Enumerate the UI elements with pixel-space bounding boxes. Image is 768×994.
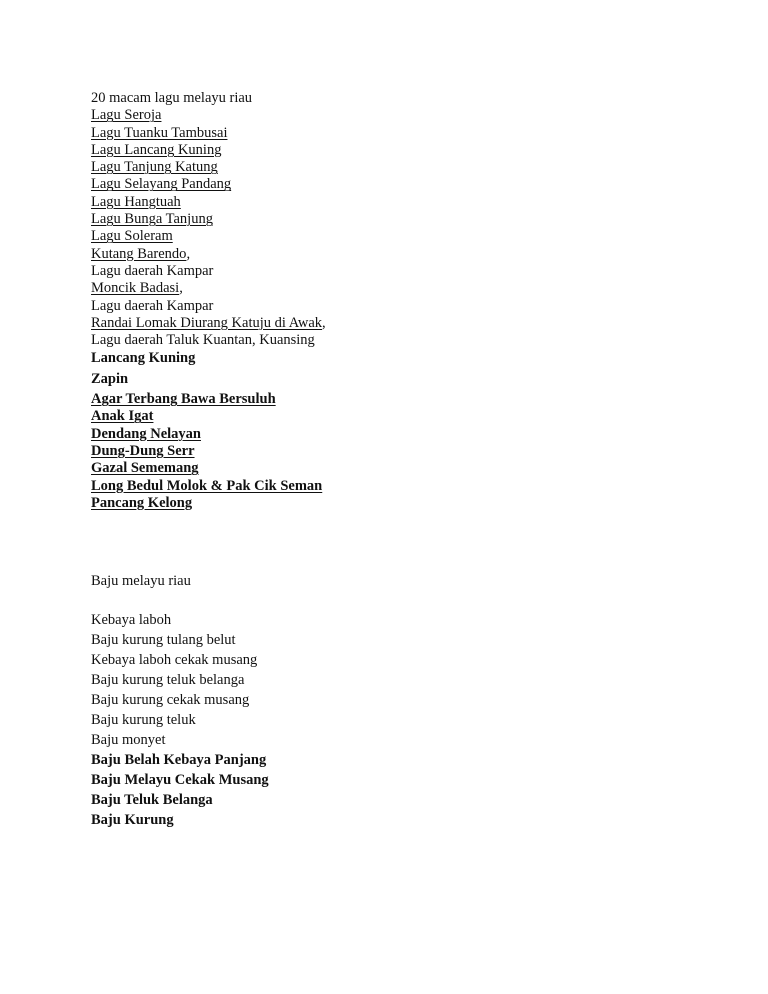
clothes-item: Baju monyet — [91, 732, 166, 748]
song-link[interactable]: Lagu Lancang Kuning — [91, 141, 222, 158]
song-link[interactable]: Lagu Bunga Tanjung — [91, 211, 213, 228]
songs-title: 20 macam lagu melayu riau — [91, 90, 253, 106]
song-suffix: , — [186, 245, 191, 262]
clothes-item: Kebaya laboh cekak musang — [91, 652, 258, 668]
clothes-item: Kebaya laboh — [91, 612, 172, 628]
bold-song-item: Zapin — [91, 370, 129, 387]
bold-song-list — [91, 350, 691, 512]
song-region: Lagu daerah Taluk Kuantan, Kuansing — [91, 332, 315, 349]
clothes-item-bold: Baju Teluk Belanga — [91, 792, 213, 808]
bold-song-item[interactable] — [91, 478, 691, 495]
bold-song-link[interactable]: Long Bedul Molok & Pak Cik Seman — [91, 477, 323, 494]
songs-section — [91, 90, 691, 512]
clothes-item: Baju kurung tulang belut — [91, 632, 236, 648]
bold-song-item[interactable] — [91, 460, 691, 477]
song-item[interactable] — [91, 125, 691, 142]
song-item[interactable] — [91, 280, 691, 297]
clothes-title: Baju melayu riau — [91, 573, 191, 589]
bold-song-link[interactable]: Anak Igat — [91, 408, 154, 425]
bold-song-link[interactable]: Dung-Dung Serr — [91, 442, 195, 459]
bold-song-item[interactable] — [91, 443, 691, 460]
song-item[interactable] — [91, 194, 691, 211]
song-link[interactable]: Lagu Tanjung Katung — [91, 159, 218, 176]
bold-song-link[interactable]: Gazal Sememang — [91, 460, 199, 477]
song-link[interactable]: Lagu Soleram — [91, 228, 173, 245]
song-item[interactable] — [91, 246, 691, 263]
song-item[interactable] — [91, 211, 691, 228]
song-item[interactable] — [91, 107, 691, 124]
clothes-item-bold: Baju Belah Kebaya Panjang — [91, 752, 267, 768]
bold-song-link[interactable]: Pancang Kelong — [91, 494, 193, 511]
clothes-item: Baju kurung teluk belanga — [91, 672, 245, 688]
song-region: Lagu daerah Kampar — [91, 262, 214, 279]
song-item[interactable] — [91, 315, 691, 332]
clothes-item-bold: Baju Kurung — [91, 812, 174, 828]
clothes-item: Baju kurung cekak musang — [91, 692, 250, 708]
song-region: Lagu daerah Kampar — [91, 297, 214, 314]
song-link[interactable]: Moncik Badasi — [91, 280, 180, 297]
clothes-item: Baju kurung teluk — [91, 712, 196, 728]
bold-song-item[interactable] — [91, 408, 691, 425]
song-link[interactable]: Lagu Tuanku Tambusai — [91, 124, 228, 141]
song-suffix: , — [179, 280, 183, 297]
bold-song-item[interactable] — [91, 391, 691, 408]
bold-song-link[interactable]: Agar Terbang Bawa Bersuluh — [91, 391, 276, 408]
song-link[interactable]: Lagu Hangtuah — [91, 193, 181, 210]
bold-song-link[interactable]: Dendang Nelayan — [91, 425, 201, 442]
song-item[interactable] — [91, 159, 691, 176]
song-link[interactable]: Randai Lomak Diurang Katuju di Awak — [91, 314, 323, 331]
song-item[interactable] — [91, 176, 691, 193]
clothes-section — [91, 571, 691, 830]
song-item[interactable] — [91, 228, 691, 245]
song-item[interactable] — [91, 142, 691, 159]
song-link[interactable]: Kutang Barendo — [91, 245, 187, 262]
bold-song-item[interactable] — [91, 426, 691, 443]
bold-song-item: Lancang Kuning — [91, 350, 196, 367]
song-link[interactable]: Lagu Selayang Pandang — [91, 176, 232, 193]
song-link[interactable]: Lagu Seroja — [91, 107, 162, 124]
song-suffix: , — [322, 314, 326, 331]
bold-song-item[interactable] — [91, 495, 691, 512]
clothes-item-bold: Baju Melayu Cekak Musang — [91, 772, 269, 788]
